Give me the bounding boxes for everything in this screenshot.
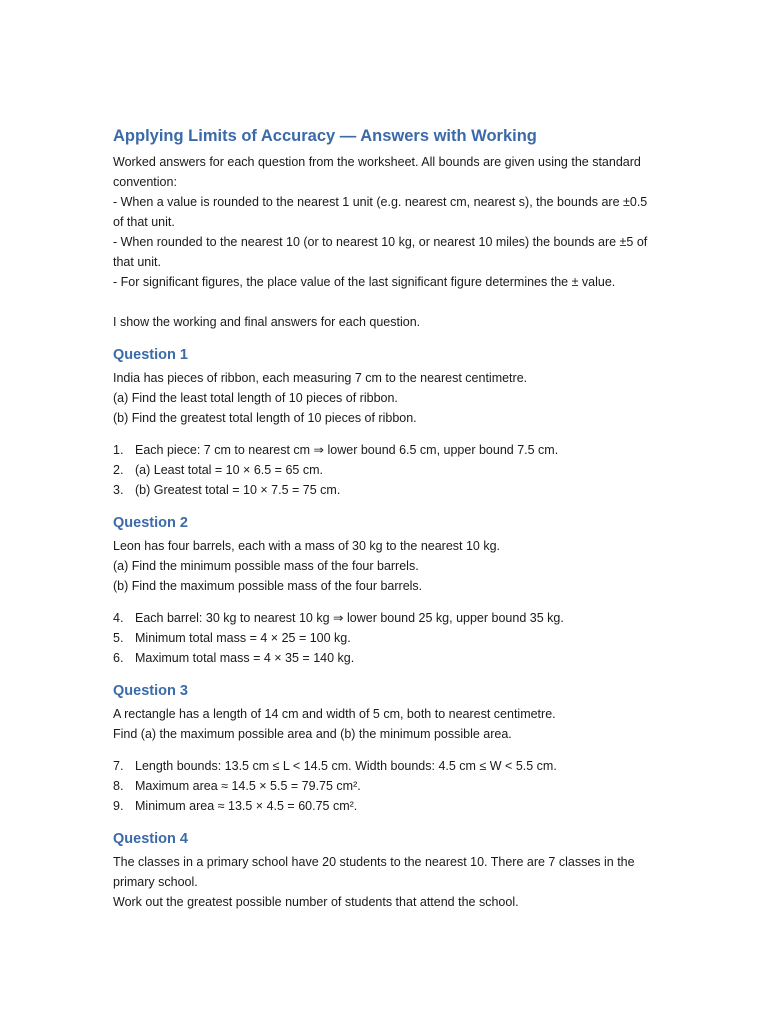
answer-text: (b) Greatest total = 10 × 7.5 = 75 cm. [135, 483, 341, 497]
answer-list [113, 608, 653, 668]
question-section [113, 680, 653, 816]
answer-text: Each piece: 7 cm to nearest cm ⇒ lower bound 6.5 cm, upper bound 7.5 cm. [135, 443, 559, 457]
question-line: (b) Find the maximum possible mass of the four barrels. [113, 579, 423, 593]
intro-line: Worked answers for each question from the worksheet. All bounds are given using the standard convention: [113, 155, 641, 189]
question-heading: Question 1 [113, 347, 188, 363]
question-section [113, 512, 653, 668]
answer-text: Minimum area ≈ 13.5 × 4.5 = 60.75 cm². [135, 799, 358, 813]
intro-closing: I show the working and final answers for each question. [113, 315, 421, 329]
document-page [113, 124, 653, 912]
intro-paragraph [113, 152, 653, 292]
answer-number: 2. [113, 463, 124, 477]
answer-number: 1. [113, 443, 124, 457]
question-heading: Question 3 [113, 683, 188, 699]
question-line: Find (a) the maximum possible area and (b) the minimum possible area. [113, 727, 512, 741]
answer-text: Length bounds: 13.5 cm ≤ L < 14.5 cm. Width bounds: 4.5 cm ≤ W < 5.5 cm. [135, 759, 557, 773]
answer-list [113, 756, 653, 816]
answer-number: 5. [113, 631, 124, 645]
answer-number: 3. [113, 483, 124, 497]
answer-number: 9. [113, 799, 124, 813]
answer-item [113, 628, 653, 648]
intro-line: - When rounded to the nearest 10 (or to nearest 10 kg, or nearest 10 miles) the bounds are ±5 of that unit. [113, 235, 648, 269]
question-text [113, 704, 653, 744]
question-line: Leon has four barrels, each with a mass of 30 kg to the nearest 10 kg. [113, 539, 501, 553]
answer-text: (a) Least total = 10 × 6.5 = 65 cm. [135, 463, 323, 477]
answer-number: 4. [113, 611, 124, 625]
question-line: India has pieces of ribbon, each measuring 7 cm to the nearest centimetre. [113, 371, 528, 385]
intro-line: - When a value is rounded to the nearest 1 unit (e.g. nearest cm, nearest s), the bounds are ±0.5 of that unit. [113, 195, 648, 229]
question-line: The classes in a primary school have 20 students to the nearest 10. There are 7 classes in the primary school. [113, 855, 635, 889]
answer-item [113, 460, 653, 480]
answer-item [113, 648, 653, 668]
question-text [113, 368, 653, 428]
answer-item [113, 796, 653, 816]
answer-item [113, 440, 653, 460]
answer-list [113, 440, 653, 500]
question-line: (a) Find the least total length of 10 pieces of ribbon. [113, 391, 398, 405]
answer-item [113, 608, 653, 628]
question-line: (a) Find the minimum possible mass of the four barrels. [113, 559, 419, 573]
answer-text: Maximum area ≈ 14.5 × 5.5 = 79.75 cm². [135, 779, 361, 793]
intro-line: - For significant figures, the place value of the last significant figure determines the ± value. [113, 275, 616, 289]
question-line: (b) Find the greatest total length of 10 pieces of ribbon. [113, 411, 417, 425]
answer-item [113, 776, 653, 796]
question-line: Work out the greatest possible number of students that attend the school. [113, 895, 519, 909]
question-heading: Question 4 [113, 831, 188, 847]
answer-text: Minimum total mass = 4 × 25 = 100 kg. [135, 631, 351, 645]
question-section [113, 344, 653, 500]
answer-item [113, 756, 653, 776]
spacer [113, 292, 653, 312]
question-line: A rectangle has a length of 14 cm and width of 5 cm, both to nearest centimetre. [113, 707, 556, 721]
answer-text: Each barrel: 30 kg to nearest 10 kg ⇒ lower bound 25 kg, upper bound 35 kg. [135, 611, 564, 625]
question-heading: Question 2 [113, 515, 188, 531]
question-section [113, 828, 653, 912]
answer-number: 7. [113, 759, 124, 773]
question-text [113, 852, 653, 912]
document-title: Applying Limits of Accuracy — Answers with Working [113, 127, 537, 145]
answer-item [113, 480, 653, 500]
question-text [113, 536, 653, 596]
answer-number: 6. [113, 651, 124, 665]
answer-number: 8. [113, 779, 124, 793]
answer-text: Maximum total mass = 4 × 35 = 140 kg. [135, 651, 355, 665]
